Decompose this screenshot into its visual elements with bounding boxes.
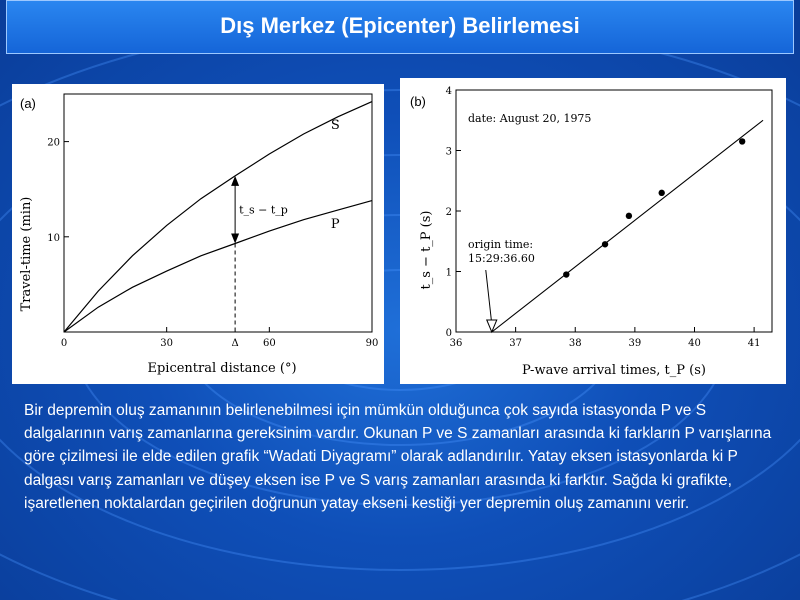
origin-arrow-shaft — [486, 270, 492, 324]
travel-time-xlabel: Epicentral distance (°) — [147, 361, 297, 376]
wadati-xlabel: P-wave arrival times, t_P (s) — [522, 363, 706, 378]
slide-body-text: Bir depremin oluş zamanının belirlenebilmesi için mümkün olduğunca çok sayıda istasyonda P ve S dalgalarının varış zamanlarına gereksinim vardır. Okunan P ve S zamanları arasında ki farkların P varışlarına göre çizilmesi ile elde edilen grafik “Wadati Diyagramı” olarak adlandırılır. Yatay eksen istasyonlarda ki P dalgası varış zamanları ve düşey eksen ise P ve S varış zamanları arasında ki farktır. Sağda ki grafikte, işaretlenen noktalardan geçirilen doğrunun yatay ekseni kestiği yer depremin oluş zamanını verir. — [24, 402, 772, 512]
curve-P — [64, 201, 372, 332]
x-tick-label: 40 — [688, 338, 701, 349]
x-tick-label: 90 — [365, 338, 379, 349]
travel-time-annotations — [231, 176, 288, 349]
x-tick-label: 39 — [628, 338, 642, 349]
wadati-frame — [456, 90, 772, 332]
data-point — [626, 213, 632, 219]
wadati-axes — [456, 90, 772, 332]
origin-time-label: origin time: — [468, 238, 534, 251]
wadati-plot — [486, 120, 763, 332]
y-tick-label: 20 — [47, 137, 60, 149]
data-point — [563, 271, 569, 277]
x-tick-label: 0 — [60, 338, 68, 349]
y-tick-label: 10 — [47, 232, 60, 244]
curve-label-P: P — [330, 217, 340, 233]
travel-time-ylabel: Travel-time (min) — [19, 196, 34, 312]
travel-time-curves — [64, 102, 372, 332]
panel-a-label: (a) — [20, 96, 36, 111]
ts-tp-label: t_s − t_p — [239, 203, 288, 217]
panel-b-label: (b) — [410, 94, 426, 109]
title-bar — [6, 0, 794, 54]
travel-time-chart-panel — [12, 84, 384, 384]
fit-line — [492, 120, 763, 332]
data-point — [658, 190, 664, 196]
y-tick-label: 4 — [445, 86, 452, 97]
y-tick-label: 0 — [445, 328, 452, 339]
x-tick-label: 36 — [449, 338, 463, 349]
x-tick-label: 38 — [568, 338, 582, 349]
wadati-chart-panel — [400, 78, 786, 384]
data-point — [602, 241, 608, 247]
slide-title: Dış Merkez (Epicenter) Belirlemesi — [220, 13, 580, 38]
delta-tick-label: Δ — [231, 338, 239, 349]
y-tick-label: 1 — [445, 267, 452, 279]
curve-label-S: S — [330, 117, 340, 133]
y-tick-label: 2 — [445, 207, 452, 218]
travel-time-ticks — [47, 138, 378, 349]
x-tick-label: 30 — [160, 338, 174, 349]
curve-S — [64, 102, 372, 332]
wadati-ticks — [446, 86, 761, 349]
x-tick-label: 37 — [509, 338, 522, 349]
origin-arrow-icon — [487, 320, 497, 332]
origin-time-value: 15:29:36.60 — [468, 252, 535, 265]
y-tick-label: 3 — [445, 146, 452, 158]
travel-time-chart — [12, 84, 384, 384]
x-tick-label: 41 — [747, 338, 761, 349]
wadati-chart — [400, 78, 786, 384]
wadati-date-label: date: August 20, 1975 — [468, 112, 592, 125]
wadati-ylabel: t_s − t_P (s) — [419, 210, 434, 290]
x-tick-label: 60 — [262, 338, 276, 349]
data-point — [739, 138, 745, 144]
